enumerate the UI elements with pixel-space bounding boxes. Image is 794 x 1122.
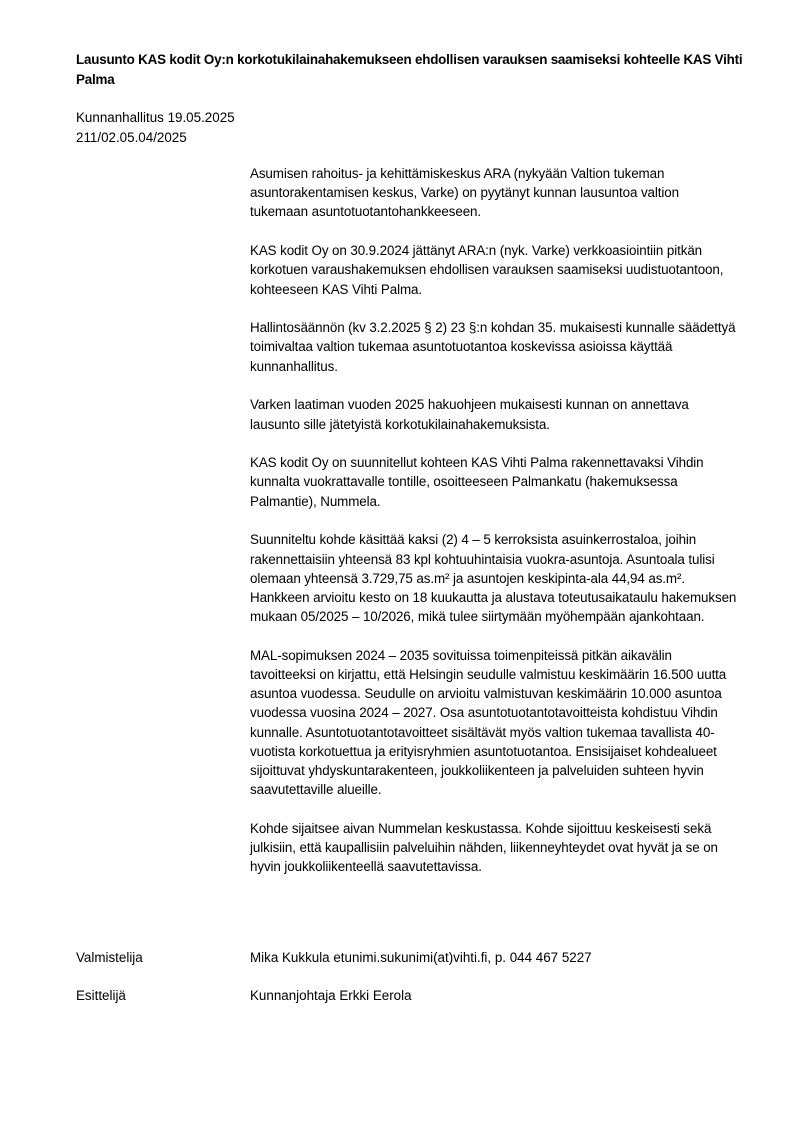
document-title: Lausunto KAS kodit Oy:n korkotukilainahakemukseen ehdollisen varauksen saamiseksi kohteelle KAS Vihti Palma <box>76 52 743 87</box>
paragraph: KAS kodit Oy on suunnitellut kohteen KAS Vihti Palma rakennettavaksi Vihdin kunnalta vuokrattavalle tontille, osoitteeseen Palmankatu (hakemuksessa Palmantie), Nummela. <box>250 455 704 509</box>
case-number: 211/02.05.04/2025 <box>76 130 187 145</box>
meeting-date: Kunnanhallitus 19.05.2025 <box>76 110 235 125</box>
paragraph: Kohde sijaitsee aivan Nummelan keskustassa. Kohde sijoittuu keskeisesti sekä julkisiin, että kaupallisiin palveluihin nähden, liikenneyhteydet ovat hyvät ja se on hyvin joukkoliikenteellä saavutettavissa. <box>250 820 718 875</box>
presenter-value: Kunnanjohtaja Erkki Eerola <box>250 988 412 1003</box>
paragraph: Varken laatiman vuoden 2025 hakuohjeen mukaisesti kunnan on annettava lausunto sille jätetyistä korkotukilainahakemuksista. <box>250 397 689 432</box>
document-body <box>250 164 738 896</box>
paragraph: KAS kodit Oy on 30.9.2024 jättänyt ARA:n (nyk. Varke) verkkoasiointiin pitkän korkotuen varaushakemuksen ehdollisen varauksen saamiseksi uudistuotantoon, kohteeseen KAS Vihti Palma. <box>250 243 724 297</box>
preparer-value: Mika Kukkula etunimi.sukunimi(at)vihti.fi, p. 044 467 5227 <box>250 950 592 965</box>
paragraph: Asumisen rahoitus- ja kehittämiskeskus ARA (nykyään Valtion tukeman asuntorakentamisen keskus, Varke) on pyytänyt kunnan lausuntoa valtion tukemaan asuntotuotantohankkeeseen. <box>250 166 679 220</box>
presenter-label: Esittelijä <box>76 988 126 1003</box>
preparer-label: Valmistelija <box>76 950 143 965</box>
paragraph: Suunniteltu kohde käsittää kaksi (2) 4 – 5 kerroksista asuinkerrostaloa, joihin rakennettaisiin yhteensä 83 kpl kohtuuhintaisia vuokra-asuntoja. Asuntoala tulisi olemaan yhteensä 3.729,75 as.m² ja asuntojen keskipinta-ala 44,94 as.m². Hankkeen arvioitu kesto on 18 kuukautta ja alustava toteutusaikataulu hakemuksen mukaan 05/2025 – 10/2026, mikä tulee siirtymään myöhempään ajankohtaan. <box>250 532 737 625</box>
paragraph: Hallintosäännön (kv 3.2.2025 § 2) 23 §:n kohdan 35. mukaisesti kunnalle säädettyä toimivaltaa valtion tukemaa asuntotuotantoa koskevissa asioissa käyttää kunnanhallitus. <box>250 320 736 374</box>
meeting-info <box>76 108 235 148</box>
paragraph: MAL-sopimuksen 2024 – 2035 sovituissa toimenpiteissä pitkän aikavälin tavoitteeksi on kirjattu, että Helsingin seudulle valmistuu keskimäärin 16.500 uutta asuntoa vuodessa. Seudulle on arvioitu valmistuvan keskimäärin 10.000 asuntoa vuodessa vuosina 2024 – 2027. Osa asuntotuotantotavoitteista kohdistuu Vihdin kunnalle. Asuntotuotantotavoitteet sisältävät myös valtion tukemaa tavallista 40-vuotista korkotuettua ja erityisryhmien asuntotuotantoa. Ensisijaiset kohdealueet sijoittuvat yhdyskuntarakenteen, joukkoliikenteen ja palveluiden suhteen hyvin saavutettaville alueille. <box>250 647 727 798</box>
